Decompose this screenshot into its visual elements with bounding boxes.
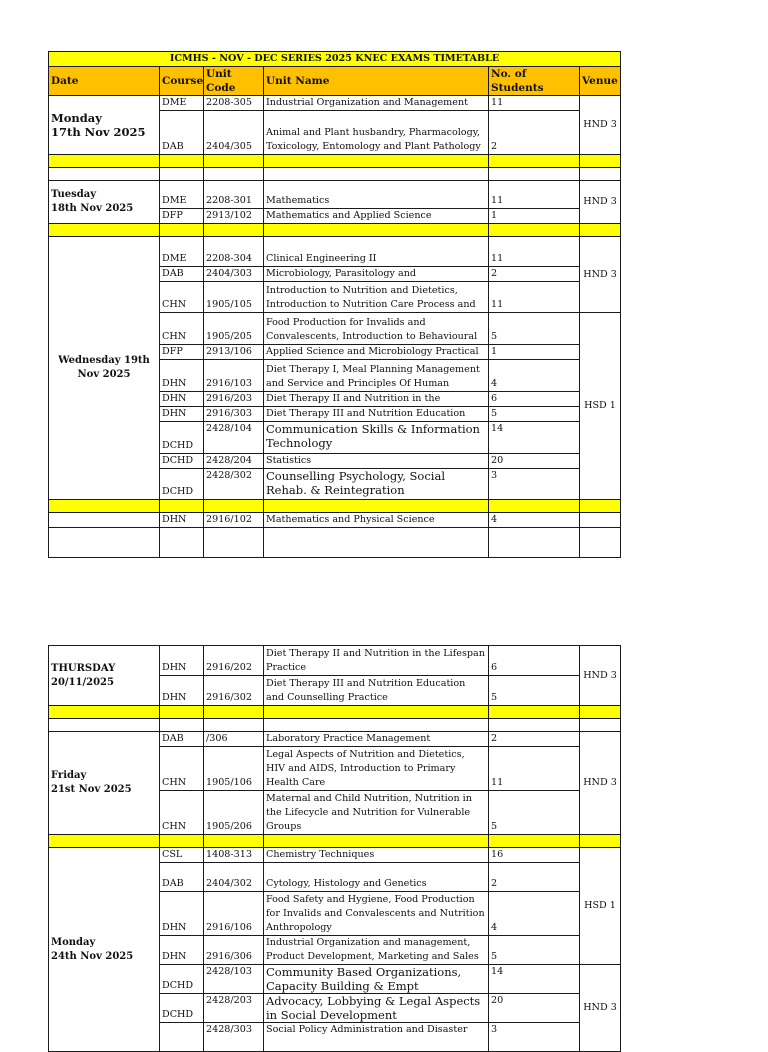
unit-name-cell: Cytology, Histology and Genetics (264, 863, 489, 892)
students-cell: 20 (489, 994, 580, 1023)
course-cell: DHN (160, 676, 204, 706)
unit-name-cell: Mathematics (264, 181, 489, 209)
students-cell: 2 (489, 732, 580, 747)
unit-name-cell: Community Based Organizations, Capacity Building & Empt (264, 965, 489, 994)
unit-code-cell: 2916/302 (204, 676, 264, 706)
title-row (49, 52, 621, 67)
separator-row (49, 706, 621, 719)
course-cell: DCHD (160, 422, 204, 454)
header-date: Date (49, 67, 160, 96)
unit-code-cell: 1905/205 (204, 313, 264, 345)
venue-cell: HND 3 (580, 965, 621, 1052)
date-cell (49, 181, 160, 224)
unit-name-cell: Diet Therapy II and Nutrition in the (264, 392, 489, 407)
separator-row (49, 155, 621, 168)
date-cell (49, 732, 160, 835)
course-cell: CHN (160, 313, 204, 345)
date-date: 21st Nov 2025 (51, 784, 132, 795)
timetable-sheet-2 (48, 645, 620, 1035)
course-cell: DHN (160, 646, 204, 676)
students-cell: 11 (489, 96, 580, 111)
unit-name-cell: Mathematics and Physical Science (264, 513, 489, 528)
students-cell: 2 (489, 267, 580, 282)
unit-code-cell: /306 (204, 732, 264, 747)
students-cell: 20 (489, 454, 580, 469)
unit-name-cell: Introduction to Nutrition and Dietetics, Introduction to Nutrition Care Process and (264, 282, 489, 313)
course-cell: CHN (160, 747, 204, 791)
unit-name-cell: Animal and Plant husbandry, Pharmacology, Toxicology, Entomology and Plant Pathology (264, 111, 489, 155)
date-day: THURSDAY (51, 662, 116, 674)
students-cell: 11 (489, 181, 580, 209)
unit-code-cell: 2208-304 (204, 237, 264, 267)
unit-name-cell: Diet Therapy III and Nutrition Education and Counselling Practice (264, 676, 489, 706)
separator-row (49, 719, 621, 732)
unit-code-cell: 1408-313 (204, 848, 264, 863)
course-cell: DFP (160, 209, 204, 224)
course-cell: DME (160, 96, 204, 111)
students-cell: 6 (489, 392, 580, 407)
header-unit-name: Unit Name (264, 67, 489, 96)
unit-code-cell: 2404/303 (204, 267, 264, 282)
timetable-table-1 (48, 51, 621, 558)
unit-code-cell: 2404/305 (204, 111, 264, 155)
unit-name-cell: Counselling Psychology, Social Rehab. & Reintegration (264, 469, 489, 500)
table-row (49, 528, 621, 558)
course-cell: DHN (160, 513, 204, 528)
unit-code-cell: 2208-305 (204, 96, 264, 111)
date-date: 17th Nov 2025 (51, 125, 146, 139)
course-cell: DCHD (160, 454, 204, 469)
course-cell: DHN (160, 407, 204, 422)
separator-row (49, 224, 621, 237)
students-cell: 5 (489, 407, 580, 422)
venue-cell: HSD 1 (580, 313, 621, 500)
students-cell: 5 (489, 313, 580, 345)
course-cell (160, 1023, 204, 1052)
course-cell: DCHD (160, 994, 204, 1023)
unit-name-cell: Legal Aspects of Nutrition and Dietetics, HIV and AIDS, Introduction to Primary Health Care (264, 747, 489, 791)
unit-code-cell: 2916/306 (204, 936, 264, 965)
students-cell: 1 (489, 345, 580, 360)
date-date: 24th Nov 2025 (51, 950, 134, 962)
unit-name-cell: Food Safety and Hygiene, Food Production for Invalids and Convalescents and Nutrition Anthropology (264, 892, 489, 936)
unit-code-cell: 2208-301 (204, 181, 264, 209)
unit-code-cell: 2404/302 (204, 863, 264, 892)
students-cell: 5 (489, 676, 580, 706)
students-cell: 11 (489, 747, 580, 791)
course-cell: DME (160, 237, 204, 267)
separator-row (49, 500, 621, 513)
date-day: Monday (51, 936, 96, 948)
unit-name-cell: Industrial Organization and management, Product Development, Marketing and Sales (264, 936, 489, 965)
timetable-sheet-1 (48, 51, 620, 524)
unit-code-cell: 2916/202 (204, 646, 264, 676)
venue-cell: HND 3 (580, 96, 621, 155)
unit-code-cell: 1905/106 (204, 747, 264, 791)
course-cell: DHN (160, 892, 204, 936)
students-cell: 5 (489, 936, 580, 965)
date-date: 18th Nov 2025 (51, 203, 134, 214)
venue-cell: HND 3 (580, 237, 621, 313)
students-cell: 6 (489, 646, 580, 676)
table-row (49, 646, 621, 676)
course-cell: DCHD (160, 469, 204, 500)
course-cell: DCHD (160, 965, 204, 994)
course-cell: CSL (160, 848, 204, 863)
unit-code-cell: 2916/303 (204, 407, 264, 422)
date-day: Monday (51, 111, 102, 125)
table-row (49, 237, 621, 267)
students-cell: 3 (489, 1023, 580, 1052)
students-cell: 4 (489, 360, 580, 392)
unit-code-cell: 2428/104 (204, 422, 264, 454)
course-cell: CHN (160, 791, 204, 835)
header-students: No. of Students (489, 67, 580, 96)
venue-cell: HND 3 (580, 646, 621, 706)
course-cell: DAB (160, 732, 204, 747)
unit-code-cell: 2916/203 (204, 392, 264, 407)
table-row (49, 732, 621, 747)
unit-name-cell: Advocacy, Lobbying & Legal Aspects in Social Development (264, 994, 489, 1023)
course-cell: DAB (160, 267, 204, 282)
unit-code-cell: 2428/103 (204, 965, 264, 994)
unit-name-cell: Microbiology, Parasitology and (264, 267, 489, 282)
students-cell: 16 (489, 848, 580, 863)
table-row (49, 848, 621, 863)
unit-name-cell: Social Policy Administration and Disaster (264, 1023, 489, 1052)
unit-code-cell: 2916/103 (204, 360, 264, 392)
header-course: Course (160, 67, 204, 96)
unit-name-cell: Applied Science and Microbiology Practical (264, 345, 489, 360)
date-day: Wednesday 19th (58, 355, 150, 366)
unit-name-cell: Diet Therapy I, Meal Planning Management and Service and Principles Of Human (264, 360, 489, 392)
unit-code-cell: 2428/204 (204, 454, 264, 469)
unit-name-cell: Diet Therapy III and Nutrition Education (264, 407, 489, 422)
students-cell: 2 (489, 111, 580, 155)
timetable-title: ICMHS - NOV - DEC SERIES 2025 KNEC EXAMS TIMETABLE (49, 52, 621, 67)
unit-code-cell: 2913/102 (204, 209, 264, 224)
unit-name-cell: Communication Skills & Information Technology (264, 422, 489, 454)
students-cell: 14 (489, 422, 580, 454)
venue-cell: HND 3 (580, 181, 621, 224)
unit-code-cell: 2916/106 (204, 892, 264, 936)
date-cell (49, 848, 160, 1052)
students-cell: 5 (489, 791, 580, 835)
separator-row (49, 835, 621, 848)
unit-name-cell: Chemistry Techniques (264, 848, 489, 863)
unit-name-cell: Mathematics and Applied Science (264, 209, 489, 224)
date-cell (49, 237, 160, 500)
table-row (49, 96, 621, 111)
unit-name-cell: Diet Therapy II and Nutrition in the Lifespan Practice (264, 646, 489, 676)
separator-row (49, 168, 621, 181)
unit-name-cell: Maternal and Child Nutrition, Nutrition in the Lifecycle and Nutrition for Vulnerable Groups (264, 791, 489, 835)
date-date: 20/11/2025 (51, 676, 114, 688)
date-date: Nov 2025 (77, 369, 131, 380)
date-cell (49, 96, 160, 155)
course-cell: DHN (160, 360, 204, 392)
header-row (49, 67, 621, 96)
unit-name-cell: Laboratory Practice Management (264, 732, 489, 747)
table-row (49, 513, 621, 528)
unit-name-cell: Food Production for Invalids and Convalescents, Introduction to Behavioural (264, 313, 489, 345)
header-unit-code: Unit Code (204, 67, 264, 96)
course-cell: DAB (160, 863, 204, 892)
course-cell: DHN (160, 392, 204, 407)
students-cell: 2 (489, 863, 580, 892)
date-cell (49, 646, 160, 706)
students-cell: 11 (489, 237, 580, 267)
unit-code-cell: 1905/105 (204, 282, 264, 313)
course-cell: DHN (160, 936, 204, 965)
course-cell: DFP (160, 345, 204, 360)
course-cell: DME (160, 181, 204, 209)
students-cell: 11 (489, 282, 580, 313)
unit-name-cell: Industrial Organization and Management (264, 96, 489, 111)
date-day: Tuesday (51, 189, 97, 200)
timetable-table-2 (48, 645, 621, 1052)
unit-code-cell: 2913/106 (204, 345, 264, 360)
unit-code-cell: 2916/102 (204, 513, 264, 528)
students-cell: 14 (489, 965, 580, 994)
unit-code-cell: 2428/303 (204, 1023, 264, 1052)
course-cell: DAB (160, 111, 204, 155)
unit-code-cell: 2428/302 (204, 469, 264, 500)
venue-cell: HSD 1 (580, 848, 621, 965)
students-cell: 1 (489, 209, 580, 224)
course-cell: CHN (160, 282, 204, 313)
students-cell: 3 (489, 469, 580, 500)
date-day: Friday (51, 770, 87, 781)
unit-name-cell: Clinical Engineering II (264, 237, 489, 267)
venue-cell: HND 3 (580, 732, 621, 835)
table-row (49, 181, 621, 209)
unit-code-cell: 2428/203 (204, 994, 264, 1023)
header-venue: Venue (580, 67, 621, 96)
students-cell: 4 (489, 513, 580, 528)
unit-name-cell: Statistics (264, 454, 489, 469)
unit-code-cell: 1905/206 (204, 791, 264, 835)
students-cell: 4 (489, 892, 580, 936)
